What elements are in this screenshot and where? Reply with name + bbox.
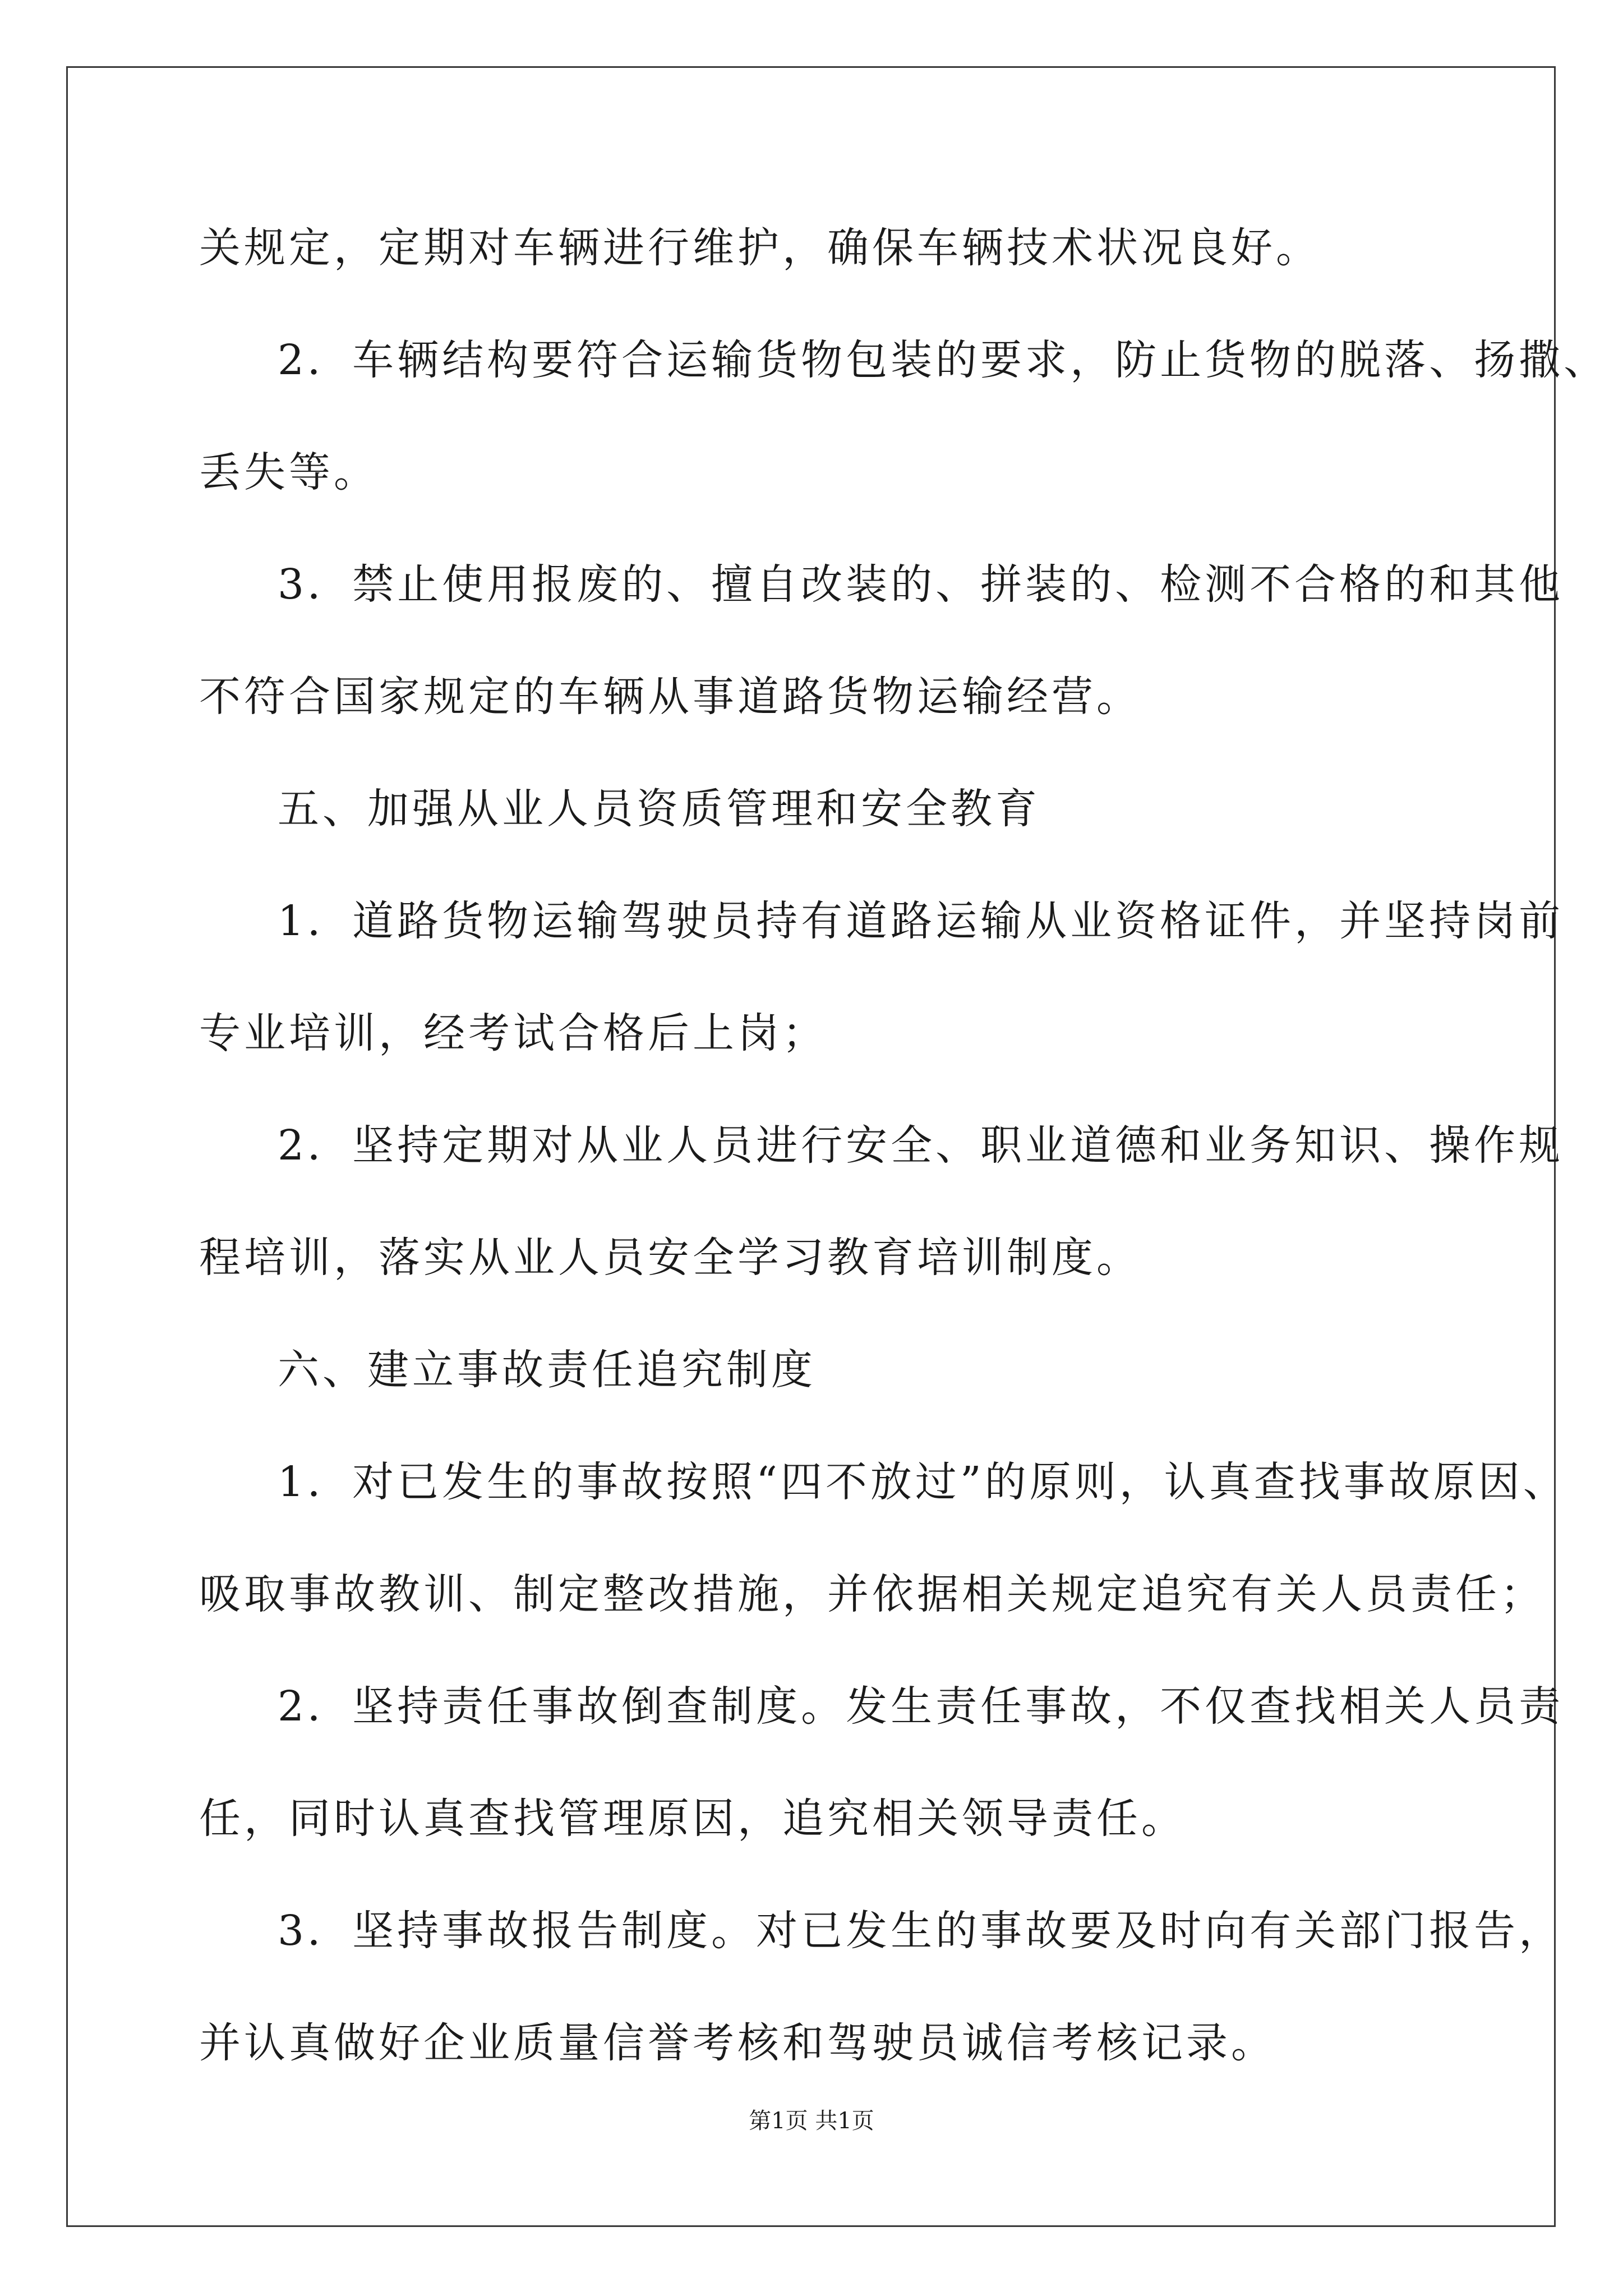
body-line-17: 并认真做好企业质量信誉考核和驾驶员诚信考核记录。 xyxy=(199,2019,1276,2067)
body-line-7: 1．道路货物运输驾驶员持有道路运输从业资格证件，并坚持岗前 xyxy=(278,897,1564,945)
body-line-13: 吸取事故教训、制定整改措施，并依据相关规定追究有关人员责任； xyxy=(199,1570,1545,1618)
body-line-5: 不符合国家规定的车辆从事道路货物运输经营。 xyxy=(199,673,1141,721)
body-line-15: 任，同时认真查找管理原因，追究相关领导责任。 xyxy=(199,1795,1186,1843)
body-line-4: 3．禁止使用报废的、擅自改装的、拼装的、检测不合格的和其他 xyxy=(278,560,1564,609)
body-line-8: 专业培训，经考试合格后上岗； xyxy=(199,1009,827,1057)
page-number-footer: 第1页 共1页 xyxy=(749,2108,874,2134)
body-line-2: 2．车辆结构要符合运输货物包装的要求，防止货物的脱落、扬撒、 xyxy=(278,336,1609,384)
section-heading-6: 六、建立事故责任追究制度 xyxy=(278,1346,816,1394)
body-line-3: 丢失等。 xyxy=(199,448,379,496)
body-line-10: 程培训，落实从业人员安全学习教育培训制度。 xyxy=(199,1234,1141,1282)
body-line-9: 2．坚持定期对从业人员进行安全、职业道德和业务知识、操作规 xyxy=(278,1121,1564,1170)
body-line-1: 关规定，定期对车辆进行维护，确保车辆技术状况良好。 xyxy=(199,224,1321,272)
body-line-16: 3．坚持事故报告制度。对已发生的事故要及时向有关部门报告， xyxy=(278,1907,1564,1955)
section-heading-5: 五、加强从业人员资质管理和安全教育 xyxy=(278,785,1040,833)
body-line-14: 2．坚持责任事故倒查制度。发生责任事故，不仅查找相关人员责 xyxy=(278,1682,1564,1731)
body-line-12: 1．对已发生的事故按照“四不放过”的原则，认真查找事故原因、 xyxy=(278,1458,1568,1506)
